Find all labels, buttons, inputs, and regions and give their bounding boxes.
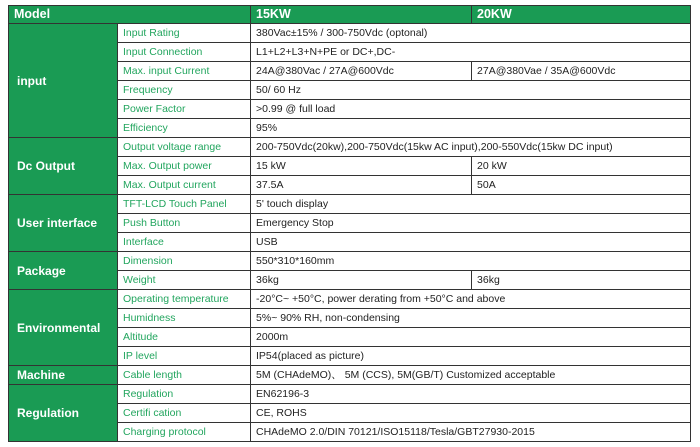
category-label: Package — [9, 252, 118, 290]
value-shared: L1+L2+L3+N+PE or DC+,DC- — [251, 43, 691, 62]
spec-table-body — [9, 6, 691, 442]
param-label: Input Rating — [118, 24, 251, 43]
param-label: Max. input Current — [118, 62, 251, 81]
param-label: Input Connection — [118, 43, 251, 62]
value-shared: 5M (CHAdeMO)、 5M (CCS), 5M(GB/T) Customized acceptable — [251, 366, 691, 385]
param-label: Power Factor — [118, 100, 251, 119]
table-row — [9, 366, 691, 385]
param-label: Cable length — [118, 366, 251, 385]
param-label: Regulation — [118, 385, 251, 404]
value-shared: 380Vac±15% / 300-750Vdc (optonal) — [251, 24, 691, 43]
category-label: Dc Output — [9, 138, 118, 195]
param-label: Max. Output current — [118, 176, 251, 195]
value-20kw: 27A@380Vae / 35A@600Vdc — [472, 62, 691, 81]
table-row — [9, 252, 691, 271]
table-row — [9, 195, 691, 214]
param-label: Dimension — [118, 252, 251, 271]
param-label: Output voltage range — [118, 138, 251, 157]
value-shared: -20°C~ +50°C, power derating from +50°C and above — [251, 290, 691, 309]
category-label: Environmental — [9, 290, 118, 366]
category-label: User interface — [9, 195, 118, 252]
table-row — [9, 290, 691, 309]
value-20kw: 50A — [472, 176, 691, 195]
value-15kw: 36kg — [251, 271, 472, 290]
value-shared: 5' touch display — [251, 195, 691, 214]
value-shared: 50/ 60 Hz — [251, 81, 691, 100]
table-row — [9, 138, 691, 157]
param-label: Charging protocol — [118, 423, 251, 442]
param-label: Certifi cation — [118, 404, 251, 423]
header-15kw: 15KW — [251, 6, 472, 24]
value-shared: EN62196-3 — [251, 385, 691, 404]
table-row — [9, 24, 691, 43]
value-shared: 550*310*160mm — [251, 252, 691, 271]
category-label: input — [9, 24, 118, 138]
header-row — [9, 6, 691, 24]
value-shared: 5%~ 90% RH, non-condensing — [251, 309, 691, 328]
value-shared: 95% — [251, 119, 691, 138]
value-15kw: 37.5A — [251, 176, 472, 195]
param-label: TFT-LCD Touch Panel — [118, 195, 251, 214]
category-label: Machine — [9, 366, 118, 385]
param-label: Altitude — [118, 328, 251, 347]
param-label: Push Button — [118, 214, 251, 233]
param-label: Humidness — [118, 309, 251, 328]
header-model: Model — [9, 6, 251, 24]
param-label: Efficiency — [118, 119, 251, 138]
param-label: IP level — [118, 347, 251, 366]
value-shared: 2000m — [251, 328, 691, 347]
category-label: Regulation — [9, 385, 118, 442]
value-20kw: 36kg — [472, 271, 691, 290]
param-label: Frequency — [118, 81, 251, 100]
value-20kw: 20 kW — [472, 157, 691, 176]
param-label: Weight — [118, 271, 251, 290]
spec-table — [8, 5, 691, 442]
value-15kw: 24A@380Vac / 27A@600Vdc — [251, 62, 472, 81]
value-15kw: 15 kW — [251, 157, 472, 176]
value-shared: CHAdeMO 2.0/DIN 70121/ISO15118/Tesla/GBT27930-2015 — [251, 423, 691, 442]
header-20kw: 20KW — [472, 6, 691, 24]
param-label: Max. Output power — [118, 157, 251, 176]
value-shared: Emergency Stop — [251, 214, 691, 233]
table-row — [9, 385, 691, 404]
value-shared: USB — [251, 233, 691, 252]
param-label: Operating temperature — [118, 290, 251, 309]
value-shared: IP54(placed as picture) — [251, 347, 691, 366]
value-shared: >0.99 @ full load — [251, 100, 691, 119]
param-label: Interface — [118, 233, 251, 252]
value-shared: CE, ROHS — [251, 404, 691, 423]
value-shared: 200-750Vdc(20kw),200-750Vdc(15kw AC input),200-550Vdc(15kw DC input) — [251, 138, 691, 157]
